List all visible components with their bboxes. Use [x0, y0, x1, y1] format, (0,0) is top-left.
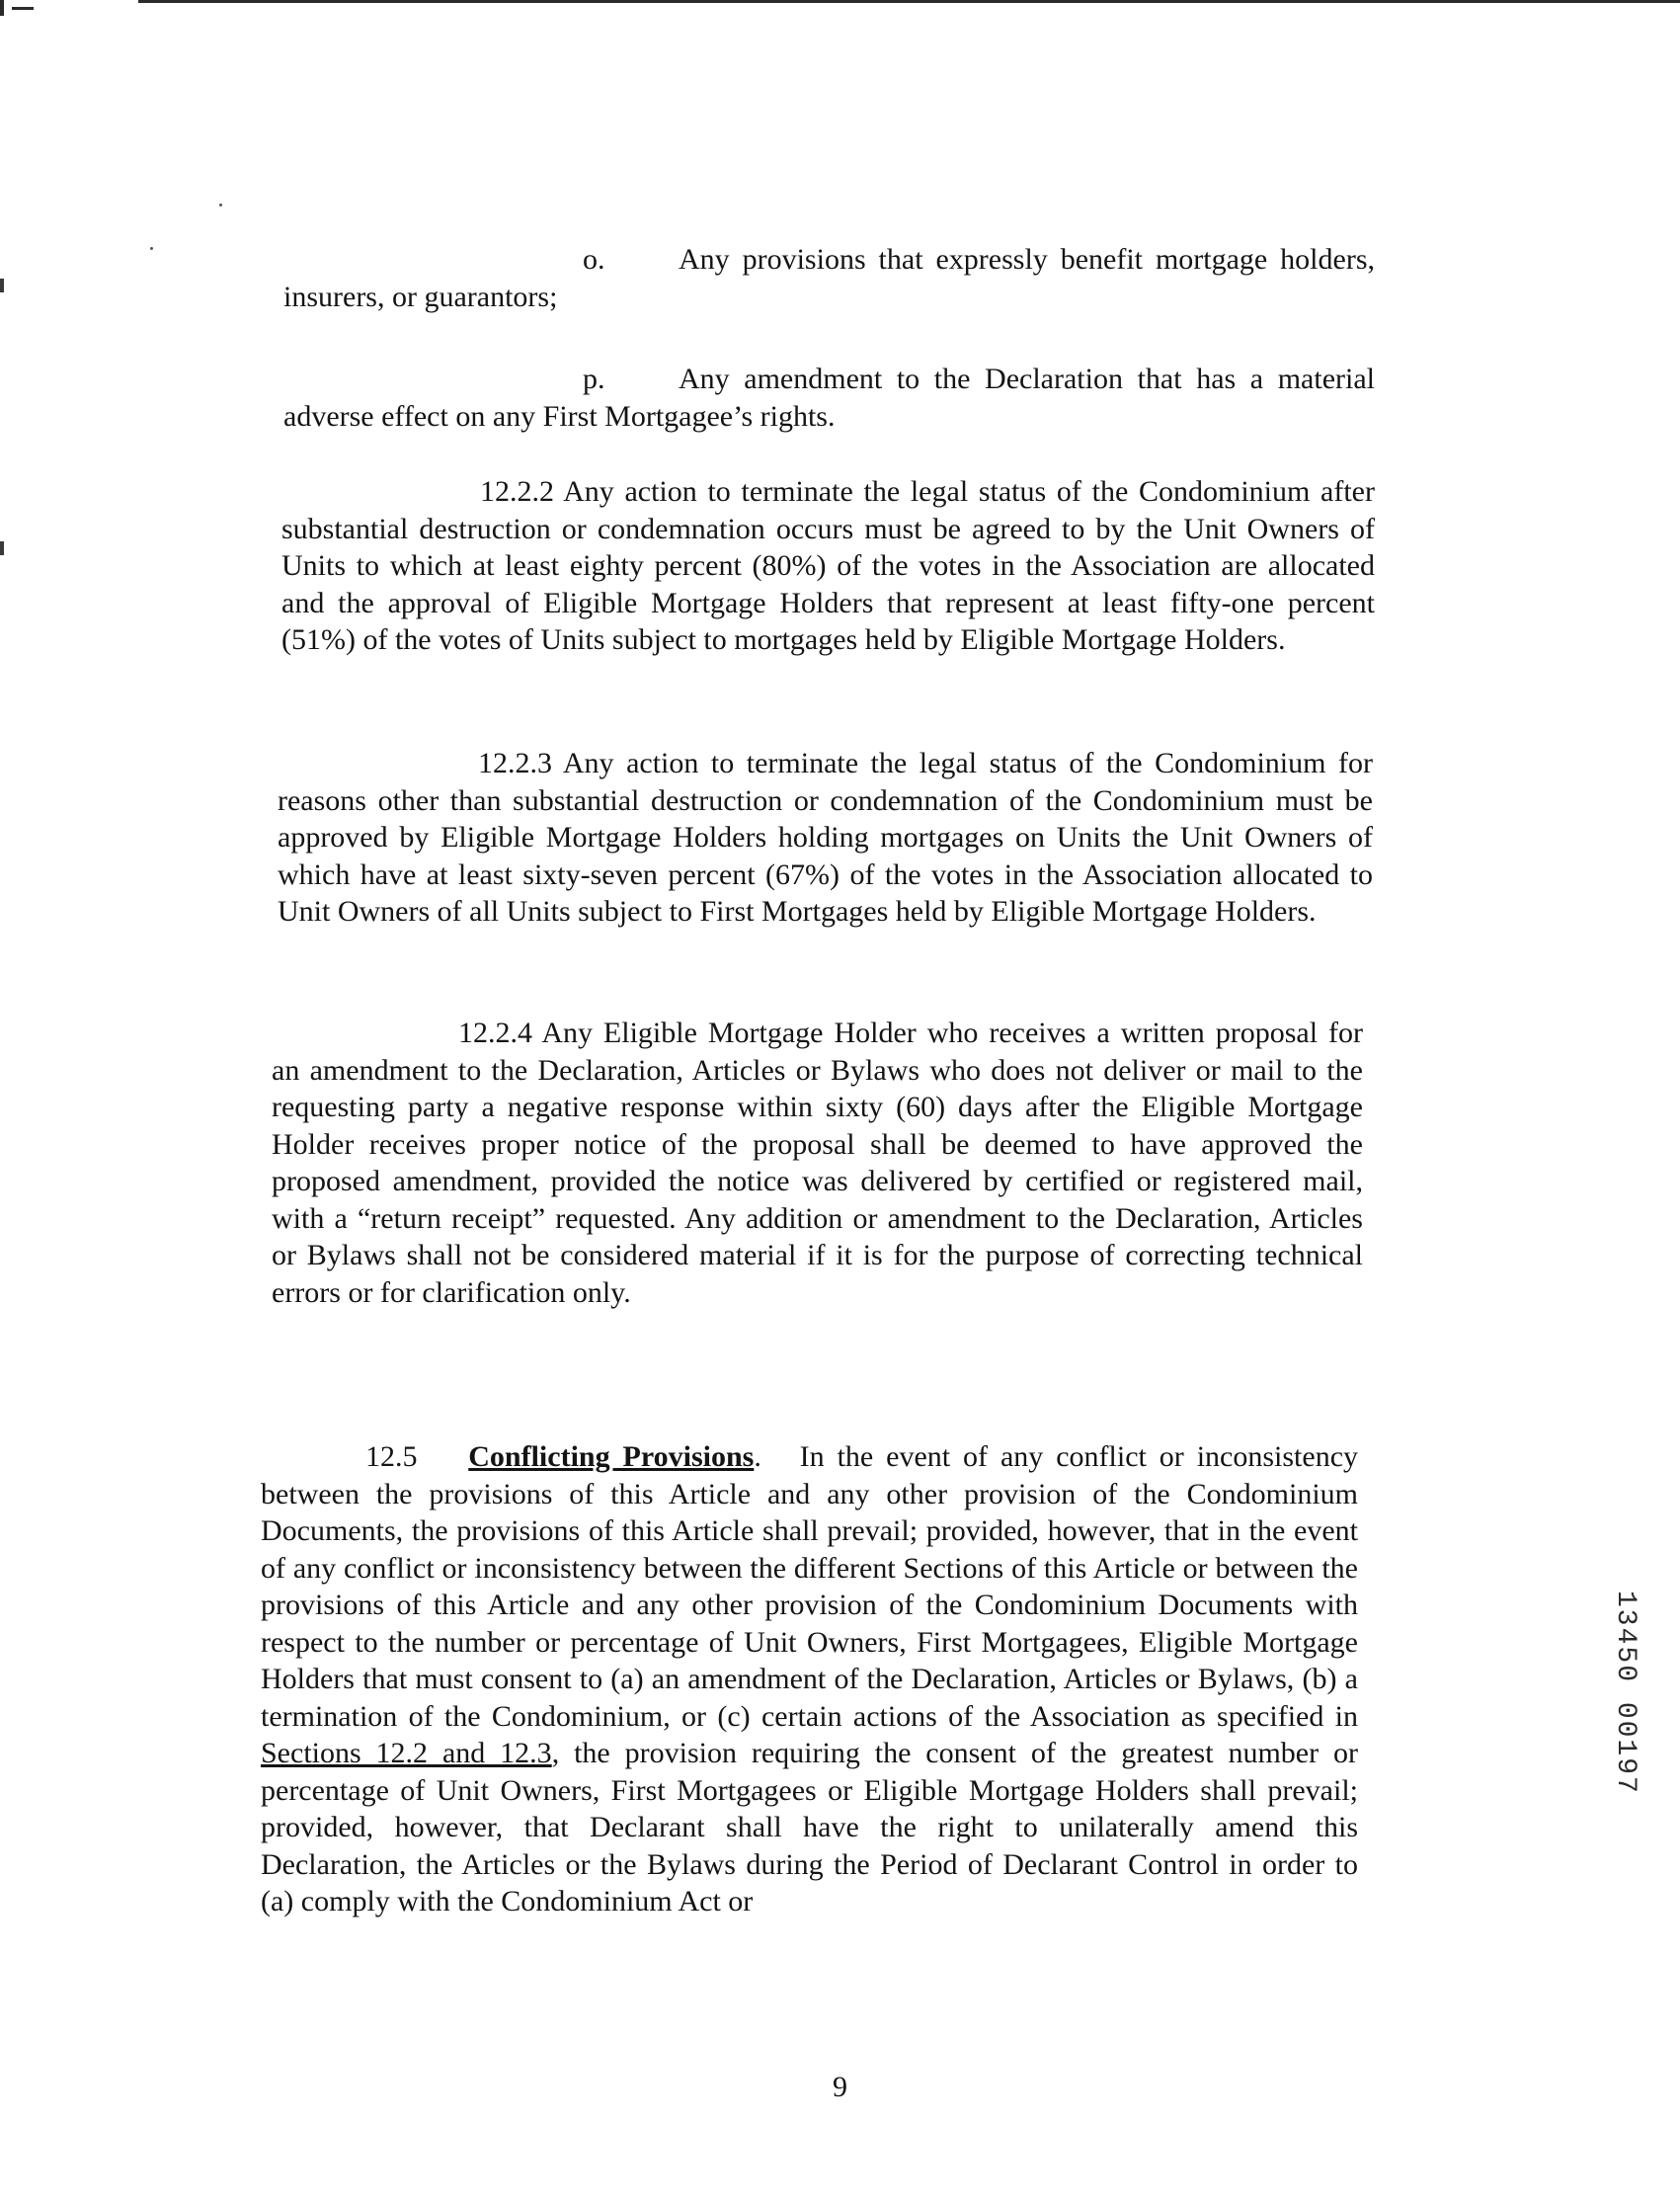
- section-text: Any action to terminate the legal status of the Condominium for reasons other than substantial destruction or condemnation of the Condominium must be approved by Eligible Mortgage Holders holding mortgages on Units the Unit Owners of which have at least sixty-seven percent (67%) of the votes in the Association allocated to Unit Owners of all Units subject to First Mortgages held by Eligible Mortgage Holders.: [278, 747, 1373, 928]
- scan-speck: [219, 204, 222, 206]
- scan-edge-mark: [0, 541, 4, 555]
- section-text-continued: , the provision requiring the consent of the greatest number or percentage of Unit Owners, First Mortgagees or Eligible Mortgage Holders shall prevail; provided, however, that Declarant shall have the right to unilaterally amend this Declaration, the Articles or the Bylaws during the Period of Declarant Control in order to (a) comply with the Condominium Act or: [261, 1737, 1358, 1917]
- section-text: Any action to terminate the legal status of the Condominium after substantial destruction or condemnation occurs must be agreed to by the Unit Owners of Units to which at least eighty percent (80%) of the votes in the Association are allocated and the approval of Eligible Mortgage Holders that represent at least fifty-one percent (51%) of the votes of Units subject to mortgages held by Eligible Mortgage Holders.: [281, 475, 1375, 656]
- section-heading: Conflicting Provisions: [468, 1440, 755, 1473]
- section-number: 12.5: [365, 1440, 418, 1473]
- section-number: 12.2.2: [480, 475, 554, 508]
- section-12-2-4: [272, 1015, 1363, 1311]
- list-item-text: Any provisions that expressly benefit mortgage holders, insurers, or guarantors;: [283, 243, 1375, 313]
- list-item-o: [283, 241, 1375, 315]
- section-text: In the event of any conflict or inconsistency between the provisions of this Article and any other provision of the Condominium Documents, the provisions of this Article shall prevail; provided, however, that in the event of any conflict or inconsistency between the different Sections of this Article or between the provisions of this Article and any other provision of the Condominium Documents with respect to the number or percentage of Unit Owners, First Mortgagees, Eligible Mortgage Holders that must consent to (a) an amendment of the Declaration, Articles or Bylaws, (b) a termination of the Condominium, or (c) certain actions of the Association as specified in: [261, 1440, 1359, 1733]
- list-item-text: Any amendment to the Declaration that has a material adverse effect on any First Mortgagee’s rights.: [283, 363, 1375, 433]
- section-text: Any Eligible Mortgage Holder who receives a written proposal for an amendment to the Declaration, Articles or Bylaws who does not deliver or mail to the requesting party a negative response within sixty (60) days after the Eligible Mortgage Holder receives proper notice of the proposal shall be deemed to have approved the proposed amendment, provided the notice was delivered by certified or registered mail, with a “return receipt” requested. Any addition or amendment to the Declaration, Articles or Bylaws shall not be considered material if it is for the purpose of correcting technical errors or for clarification only.: [272, 1017, 1363, 1309]
- list-item-marker: o.: [583, 243, 605, 276]
- list-item-marker: p.: [583, 363, 605, 395]
- scan-edge-mark: [0, 279, 4, 292]
- section-number: 12.2.3: [478, 747, 552, 779]
- recording-stamp: 13450 00197: [1610, 1590, 1640, 1795]
- section-12-5: 12.5 Conflicting Provisions. In the event of any conflict or inconsistency between the provisions of this Article and any other provision of the Condominium Documents, the provisions of this Article shall prevail; provided, however, that in the event of any conflict or inconsistency between the different Sections of this Article or between the provisions of this Article and any other provision of the Condominium Documents with respect to the number or percentage of Unit Owners, First Mortgagees, Eligible Mortgage Holders that must consent to (a) an amendment of the Declaration, Articles or Bylaws, (b) a termination of the Condominium, or (c) certain actions of the Association as specified in Sections 12.2 and 12.3, the provision requiring the consent of the greatest number or percentage of Unit Owners, First Mortgagees or Eligible Mortgage Holders shall prevail; provided, however, that Declarant shall have the right to unilaterally amend this Declaration, the Articles or the Bylaws during the Period of Declarant Control in order to (a) comply with the Condominium Act or: [261, 1440, 1359, 1917]
- scan-speck: [150, 247, 153, 250]
- list-item-p: [283, 361, 1375, 435]
- section-cross-reference: Sections 12.2 and 12.3: [261, 1737, 552, 1769]
- page-number: 9: [833, 2071, 847, 2103]
- section-12-2-3: [278, 745, 1373, 931]
- section-12-2-2: [281, 473, 1375, 659]
- scan-top-edge: [138, 0, 1680, 3]
- scan-corner-dash: [12, 7, 34, 10]
- scan-corner-mark: [0, 0, 4, 16]
- section-number: 12.2.4: [458, 1017, 532, 1049]
